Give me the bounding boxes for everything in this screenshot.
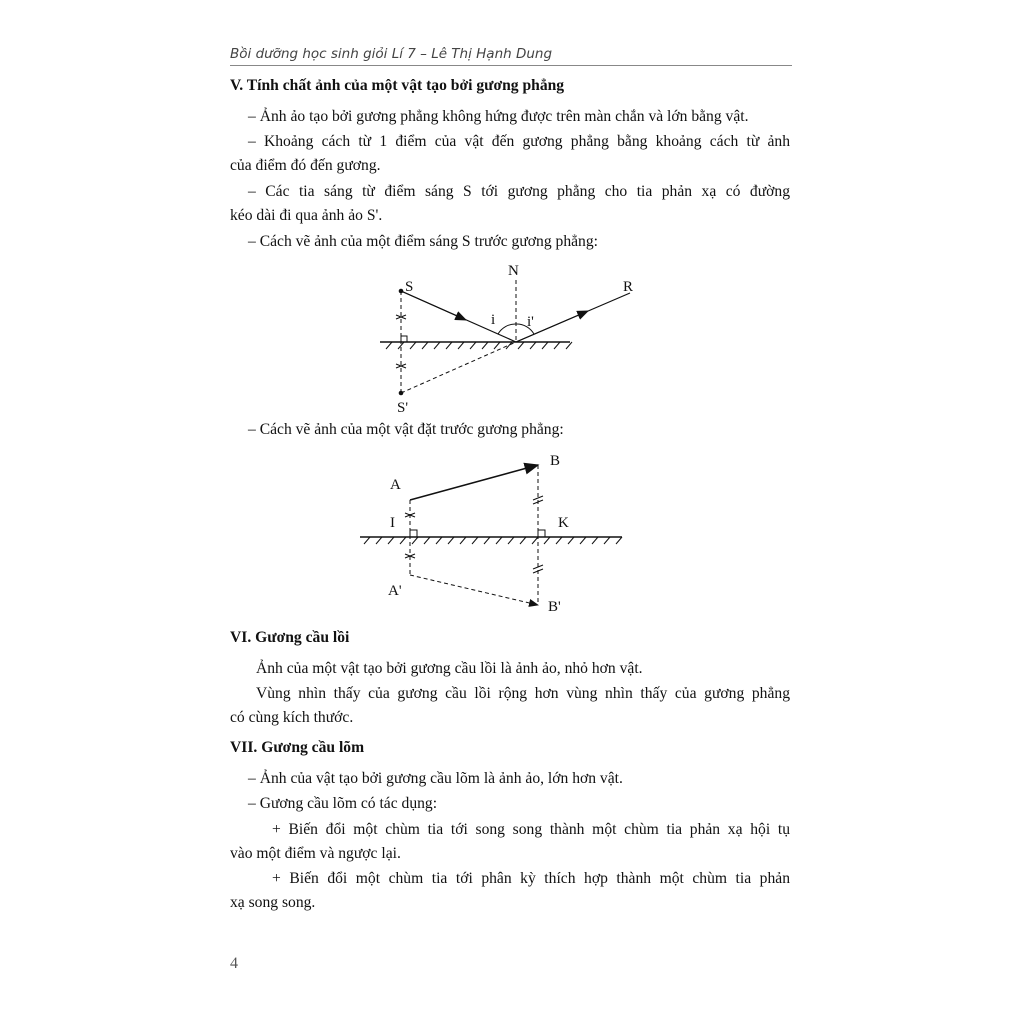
right-angle-mark-i bbox=[410, 530, 417, 537]
label-s-prime: S' bbox=[397, 400, 409, 416]
section-7-item-1: – Ảnh của vật tạo bởi gương cầu lõm là ảnh ảo, lớn hơn vật. bbox=[248, 770, 623, 787]
mirror-hatching-2 bbox=[364, 537, 622, 544]
incident-ray-arrow bbox=[401, 291, 466, 320]
equal-distance-marks-2 bbox=[405, 496, 543, 573]
label-n: N bbox=[508, 263, 519, 279]
section-7-sub-1-line-2: vào một điểm và ngược lại. bbox=[230, 845, 401, 862]
section-7-sub-1-line-1: + Biến đổi một chùm tia tới song song thành một chùm tia phản xạ hội tụ bbox=[272, 821, 790, 838]
section-6-title: VI. Gương cầu lồi bbox=[230, 629, 350, 646]
right-angle-mark-k bbox=[538, 530, 545, 537]
object-ab bbox=[410, 465, 538, 500]
page-number: 4 bbox=[230, 955, 238, 972]
section-6-line-2a: Vùng nhìn thấy của gương cầu lồi rộng hơn vùng nhìn thấy của gương phẳng bbox=[256, 685, 790, 702]
section-5-item-3-line-1: – Các tia sáng từ điểm sáng S tới gương phẳng cho tia phản xạ có đường bbox=[248, 183, 790, 200]
label-b-prime: B' bbox=[548, 599, 561, 615]
label-a: A bbox=[390, 477, 401, 493]
section-5-title: V. Tính chất ảnh của một vật tạo bởi gương phẳng bbox=[230, 77, 565, 94]
figure-object-image bbox=[350, 445, 650, 620]
running-header: Bồi dưỡng học sinh giỏi Lí 7 – Lê Thị Hạnh Dung bbox=[230, 46, 553, 62]
image-aprime-bprime bbox=[410, 575, 538, 605]
section-5-item-1: – Ảnh ảo tạo bởi gương phẳng không hứng được trên màn chắn và lớn bằng vật. bbox=[248, 108, 749, 125]
section-7-sub-2-line-2: xạ song song. bbox=[230, 894, 316, 911]
section-5-item-2-line-2: của điểm đó đến gương. bbox=[230, 157, 381, 174]
label-k: K bbox=[558, 515, 569, 531]
section-5-item-3-line-2: kéo dài đi qua ảnh ảo S'. bbox=[230, 207, 383, 224]
section-7-sub-2-line-1: + Biến đổi một chùm tia tới phân kỳ thích hợp thành một chùm tia phản bbox=[272, 870, 790, 887]
label-s: S bbox=[405, 279, 414, 295]
section-5-item-4: – Cách vẽ ảnh của một điểm sáng S trước gương phẳng: bbox=[248, 233, 598, 250]
figure-point-image bbox=[370, 258, 650, 418]
section-5-item-5: – Cách vẽ ảnh của một vật đặt trước gương phẳng: bbox=[248, 421, 564, 438]
mirror-hatching bbox=[386, 342, 572, 349]
label-i-prime: i' bbox=[527, 314, 534, 330]
label-i-point: I bbox=[390, 515, 395, 531]
label-i: i bbox=[491, 312, 496, 328]
angle-i-arc bbox=[498, 324, 516, 334]
label-b: B bbox=[550, 453, 561, 469]
label-a-prime: A' bbox=[388, 583, 402, 599]
right-angle-mark bbox=[401, 336, 407, 342]
section-5-item-2-line-1: – Khoảng cách từ 1 điểm của vật đến gương phẳng bằng khoảng cách từ ảnh bbox=[248, 133, 790, 150]
ray-extension bbox=[401, 342, 516, 393]
header-rule bbox=[230, 65, 792, 66]
label-r: R bbox=[623, 279, 634, 295]
section-6-line-2b: có cùng kích thước. bbox=[230, 709, 354, 726]
section-6-line-1: Ảnh của một vật tạo bởi gương cầu lồi là ảnh ảo, nhỏ hơn vật. bbox=[256, 660, 643, 677]
section-7-title: VII. Gương cầu lõm bbox=[230, 739, 365, 756]
section-7-item-2: – Gương cầu lõm có tác dụng: bbox=[248, 795, 438, 812]
